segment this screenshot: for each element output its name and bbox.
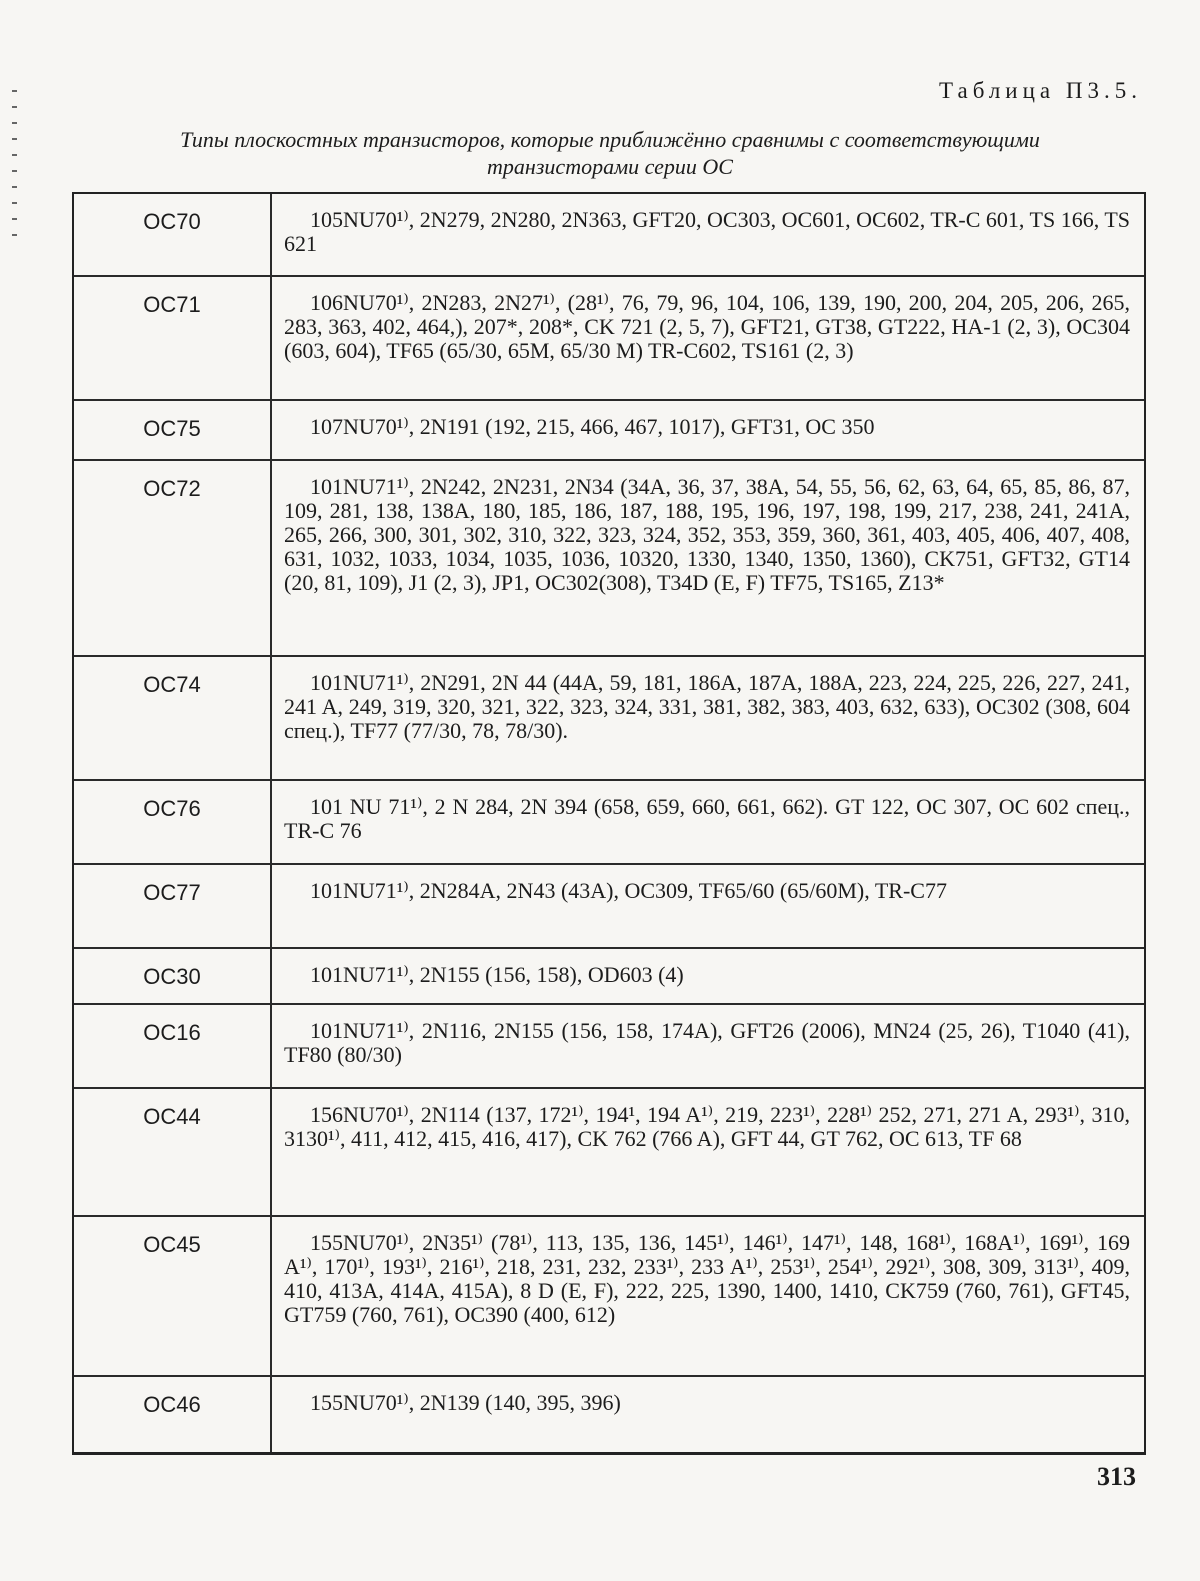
transistor-code: OC77 [74,864,271,948]
table-row [74,1216,1144,1376]
page-number: 313 [1097,1462,1136,1491]
transistor-code: OC76 [74,780,271,864]
transistor-code: OC46 [74,1376,271,1452]
equivalents-text: 101NU71¹⁾, 2N155 (156, 158), OD603 (4) [271,948,1144,1004]
equivalents-text: 106NU70¹⁾, 2N283, 2N27¹⁾, (28¹⁾, 76, 79, 96, 104, 106, 139, 190, 200, 204, 205, 206, 265, 283, 363, 402, 464,), 207*, 208*, CK 721 (2, 5, 7), GFT21, GT38, GT222, HA-1 (2, 3), OC304 (603, 604), TF65 (65/30, 65M, 65/30 M) TR-C602, TS161 (2, 3) [271,276,1144,400]
transistor-code: OC16 [74,1004,271,1088]
equivalents-text: 107NU70¹⁾, 2N191 (192, 215, 466, 467, 1017), GFT31, OC 350 [271,400,1144,460]
equivalents-text: 156NU70¹⁾, 2N114 (137, 172¹⁾, 194¹, 194 A¹⁾, 219, 223¹⁾, 228¹⁾ 252, 271, 271 A, 293¹⁾, 310, 3130¹⁾, 411, 412, 415, 416, 417), CK 762 (766 A), GFT 44, GT 762, OC 613, TF 68 [271,1088,1144,1216]
transistor-code: OC74 [74,656,271,780]
transistor-code: OC30 [74,948,271,1004]
table-row [74,400,1144,460]
table-row [74,1088,1144,1216]
transistor-code: OC72 [74,460,271,656]
equivalents-text: 155NU70¹⁾, 2N139 (140, 395, 396) [310,1390,621,1415]
table-row [74,276,1144,400]
table-row [74,780,1144,864]
transistor-table [74,194,1144,1452]
equivalents-text: 101NU71¹⁾, 2N284A, 2N43 (43A), OC309, TF65/60 (65/60M), TR-C77 [271,864,1144,948]
equivalents-text: 101 NU 71¹⁾, 2 N 284, 2N 394 (658, 659, 660, 661, 662). GT 122, OC 307, OC 602 спец., TR-C 76 [271,780,1144,864]
table-row [74,460,1144,656]
transistor-code: OC45 [74,1216,271,1376]
transistor-code: OC75 [74,400,271,460]
comparison-table [72,192,1146,1455]
transistor-code: OC70 [74,194,271,276]
table-caption: Таблица П3.5. [939,78,1142,103]
subtitle-line-2: транзисторами серии ОС [487,154,733,179]
table-subtitle [80,126,1140,180]
table-row [74,656,1144,780]
equivalents-text: 101NU71¹⁾, 2N242, 2N231, 2N34 (34A, 36, 37, 38A, 54, 55, 56, 62, 63, 64, 65, 85, 86, 87, 109, 281, 138, 138A, 180, 185, 186, 187, 188, 195, 196, 197, 198, 199, 217, 238, 241, 241A, 265, 266, 300, 301, 302, 310, 322, 323, 324, 352, 353, 359, 360, 361, 403, 405, 406, 407, 408, 631, 1032, 1033, 1034, 1035, 1036, 10320, 1330, 1340, 1350, 1360), CK751, GFT32, GT14 (20, 81, 109), J1 (2, 3), JP1, OC302(308), T34D (E, F) TF75, TS165, Z13* [271,460,1144,656]
equivalents-text: 101NU71¹⁾, 2N116, 2N155 (156, 158, 174A), GFT26 (2006), MN24 (25, 26), T1040 (41), TF80 (80/30) [271,1004,1144,1088]
table-row [74,864,1144,948]
table-row [74,1004,1144,1088]
transistor-code: OC44 [74,1088,271,1216]
table-row [74,1376,1144,1452]
table-row [74,194,1144,276]
equivalents-text: 105NU70¹⁾, 2N279, 2N280, 2N363, GFT20, OC303, OC601, OC602, TR-C 601, TS 166, TS 621 [271,194,1144,276]
subtitle-line-1: Типы плоскостных транзисторов, которые приближённо сравнимы с соответствующими [180,127,1040,152]
equivalents-text: 155NU70¹⁾, 2N35¹⁾ (78¹⁾, 113, 135, 136, 145¹⁾, 146¹⁾, 147¹⁾, 148, 168¹⁾, 168A¹⁾, 169¹⁾, 169 A¹⁾, 170¹⁾, 193¹⁾, 216¹⁾, 218, 231, 232, 233¹⁾, 233 A¹⁾, 253¹⁾, 254¹⁾, 292¹⁾, 308, 309, 313¹⁾, 409, 410, 413A, 414A, 415A), 8 D (E, F), 222, 225, 1390, 1400, 1410, CK759 (760, 761), GFT45, GT759 (760, 761), OC390 (400, 612) [271,1216,1144,1376]
table-row [74,948,1144,1004]
transistor-code: OC71 [74,276,271,400]
margin-marks [8,90,22,330]
equivalents-text: 101NU71¹⁾, 2N291, 2N 44 (44A, 59, 181, 186A, 187A, 188A, 223, 224, 225, 226, 227, 241, 241 A, 249, 319, 320, 321, 322, 323, 324, 331, 381, 382, 383, 403, 632, 633), OC302 (308, 604 спец.), TF77 (77/30, 78, 78/30). [271,656,1144,780]
